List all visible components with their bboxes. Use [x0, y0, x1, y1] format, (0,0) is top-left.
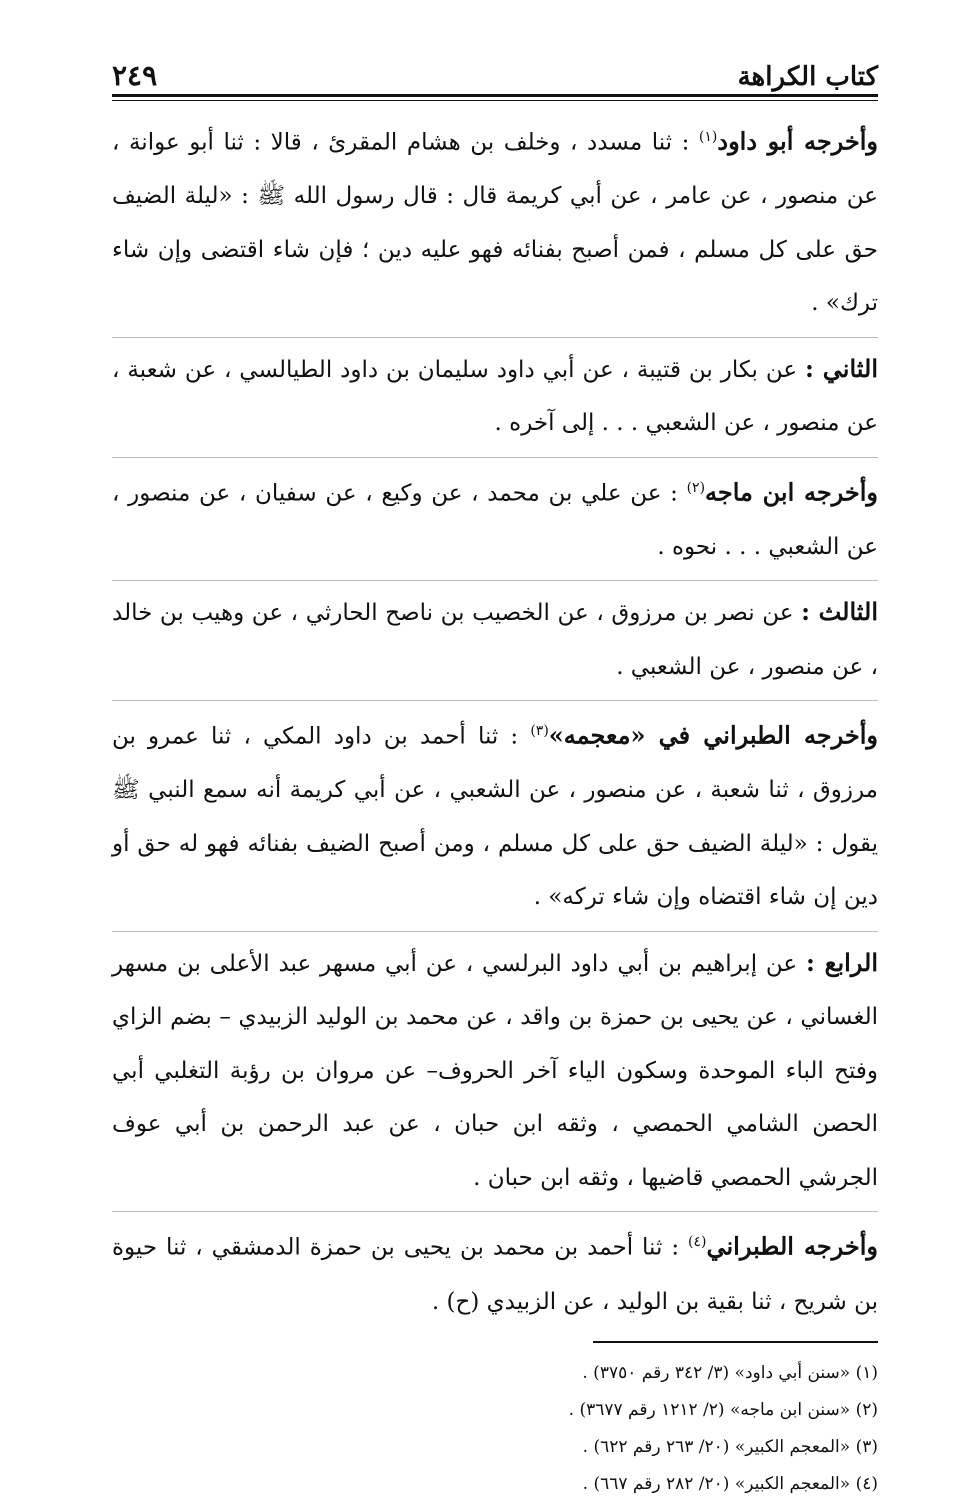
paragraph-text: : عن علي بن محمد ، عن وكيع ، عن سفيان ، عن منصور ، عن الشعبي . . . نحوه . [112, 480, 878, 560]
paragraph-6 [112, 936, 878, 1213]
paragraph-lead: وأخرجه ابن ماجه [705, 477, 878, 507]
footnote-separator [593, 1341, 878, 1343]
paragraph-7 [112, 1216, 878, 1335]
page-number: ٢٤٩ [112, 59, 158, 92]
footnote-4: (٤) «المعجم الكبير» (٢٠/ ٢٨٢ رقم ٦٦٧) . [582, 1474, 878, 1495]
paragraph-text: : ثنا أحمد بن محمد بن يحيى بن حمزة الدمشقي ، ثنا حيوة بن شريح ، ثنا بقية بن الوليد ، عن الزبيدي (ح) . [112, 1235, 878, 1315]
footnote-marker: (٤) [688, 1234, 707, 1251]
footnote-1: (١) «سنن أبي داود» (٣/ ٣٤٢ رقم ٣٧٥٠) . [582, 1363, 878, 1384]
paragraph-text: عن بكار بن قتيبة ، عن أبي داود سليمان بن داود الطيالسي ، عن شعبة ، عن منصور ، عن الشعبي . . . إلى آخره . [112, 356, 878, 437]
footnote-2: (٢) «سنن ابن ماجه» (٢/ ١٢١٢ رقم ٣٦٧٧) . [568, 1400, 878, 1421]
paragraph-2 [112, 342, 878, 458]
paragraph-3 [112, 462, 878, 582]
paragraph-lead: وأخرجه الطبراني في «معجمه» [548, 720, 878, 750]
paragraph-lead: وأخرجه الطبراني [706, 1232, 878, 1262]
paragraph-text: : ثنا مسدد ، وخلف بن هشام المقرئ ، قالا : ثنا أبو عوانة ، عن منصور ، عن عامر ، عن أبي كريمة قال : قال رسول الله ﷺ : «ليلة الضيف حق على كل مسلم ، فمن أصبح بفنائه فهو عليه دين ؛ فإن شاء اقتضى وإن شاء ترك» . [112, 129, 878, 317]
paragraph-4 [112, 585, 878, 701]
paragraph-text: عن نصر بن مرزوق ، عن الخصيب بن ناصح الحارثي ، عن وهيب بن خالد ، عن منصور ، عن الشعبي . [112, 600, 878, 680]
header-rule-thin [112, 100, 878, 101]
paragraph-lead: الثاني : [804, 353, 879, 383]
footnote-marker: (٢) [686, 479, 706, 496]
chapter-title: كتاب الكراهة [737, 62, 878, 92]
page-header [112, 48, 878, 92]
paragraph-lead: الرابع : [805, 947, 879, 977]
paragraph-5 [112, 705, 878, 932]
main-text [112, 111, 878, 1335]
paragraph-1 [112, 111, 878, 338]
paragraph-lead: وأخرجه أبو داود [717, 126, 878, 156]
paragraph-text: : ثنا أحمد بن داود المكي ، ثنا عمرو بن مرزوق ، ثنا شعبة ، عن منصور ، عن الشعبي ، عن أبي كريمة أنه سمع النبي ﷺ يقول : «ليلة الضيف حق على كل مسلم ، ومن أصبح الضيف بفنائه فهو له حق أو دين إن شاء اقتضاه وإن شاء تركه» . [112, 723, 878, 911]
footnote-3: (٣) «المعجم الكبير» (٢٠/ ٢٦٣ رقم ٦٢٢) . [582, 1437, 878, 1458]
footnotes [112, 1355, 878, 1503]
footnote-marker: (٣) [530, 723, 549, 740]
header-rule-thick [112, 94, 878, 97]
paragraph-text: عن إبراهيم بن أبي داود البرلسي ، عن أبي مسهر عبد الأعلى بن مسهر الغساني ، عن يحيى بن حمزة بن واقد ، عن محمد بن الوليد الزبيدي – بضم الزاي وفتح الباء الموحدة وسكون الياء آخر الحروف– عن مروان بن رؤبة التغلبي أبي الحصن الشامي الحمصي ، وثقه ابن حبان ، عن عبد الرحمن بن أبي عوف الجرشي الحمصي قاضيها ، وثقه ابن حبان . [112, 950, 878, 1191]
book-page [112, 48, 879, 1495]
paragraph-lead: الثالث : [801, 597, 878, 627]
footnote-marker: (١) [698, 129, 718, 145]
